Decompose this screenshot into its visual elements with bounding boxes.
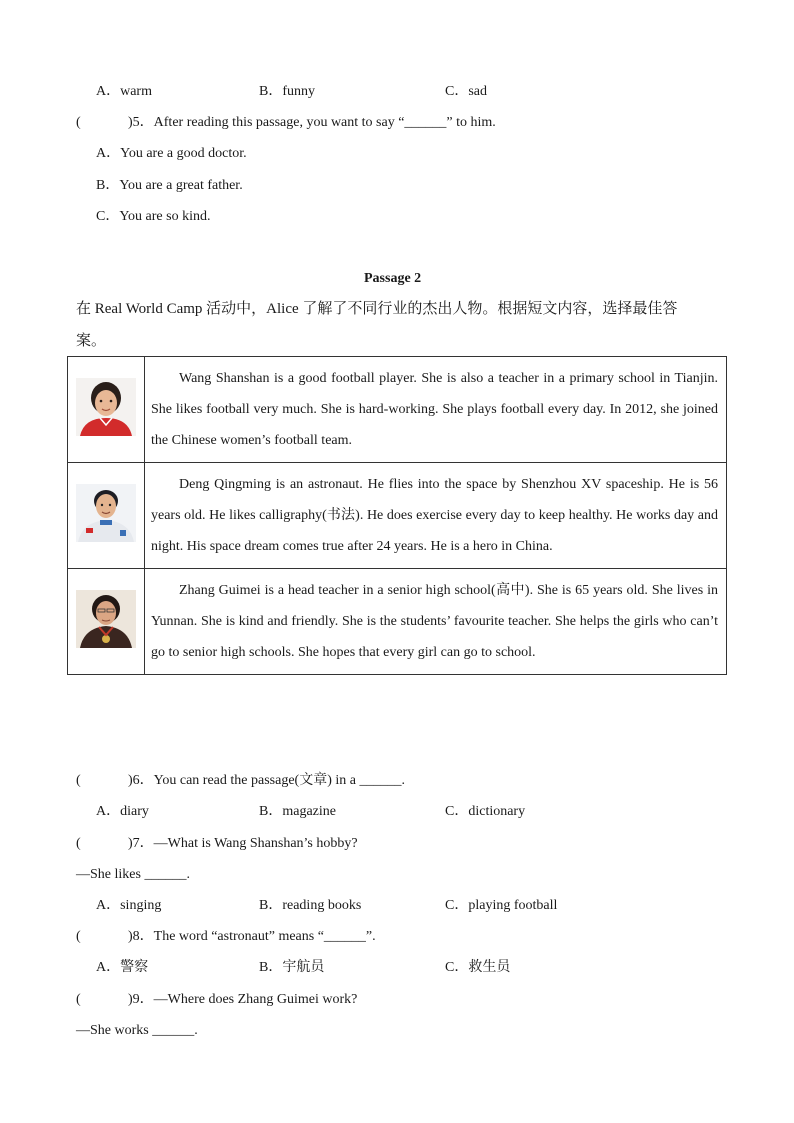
q8-option-b[interactable]: B．宇航员 xyxy=(259,960,325,975)
passage-intro-line2: 案。 xyxy=(76,333,107,349)
q6-stem: )6．You can read the passage(文章) in a ______. xyxy=(128,773,405,788)
q7-option-a[interactable]: A．singing xyxy=(96,898,162,913)
q5-option-a[interactable]: A．You are a good doctor. xyxy=(96,146,247,161)
q5-stem: )5．After reading this passage, you want to say “______” to him. xyxy=(128,115,496,130)
portrait-deng-qingming-icon xyxy=(76,484,136,542)
q7-answer-line: —She likes ______. xyxy=(76,867,190,882)
q6-answer-bracket[interactable]: ( xyxy=(76,773,81,788)
q4-option-c[interactable]: C．sad xyxy=(445,84,487,99)
card-text-cell xyxy=(145,569,727,675)
q7-option-c[interactable]: C．playing football xyxy=(445,898,558,913)
passage-table xyxy=(67,356,727,675)
q8-option-a[interactable]: A．警察 xyxy=(96,960,149,975)
photo-cell xyxy=(68,357,145,463)
q4-option-a[interactable]: A．warm xyxy=(96,84,152,99)
passage-intro-line1: 在 Real World Camp 活动中，Alice 了解了不同行业的杰出人物。根据短文内容，选择最佳答 xyxy=(76,301,678,317)
card-text-cell xyxy=(145,463,727,569)
q6-option-c[interactable]: C．dictionary xyxy=(445,804,526,819)
q8-answer-bracket[interactable]: ( xyxy=(76,929,81,944)
photo-cell xyxy=(68,463,145,569)
q7-option-b[interactable]: B．reading books xyxy=(259,898,362,913)
card-zhang-guimei-text: Zhang Guimei is a head teacher in a senior high school(高中). She is 65 years old. She lives in Yunnan. She is kind and friendly. She is the students’ favourite teacher. She helps the girls who can’t go to senior high schools. She hopes that every girl can go to school. xyxy=(151,583,718,660)
q9-answer-bracket[interactable]: ( xyxy=(76,992,81,1007)
q9-stem: )9．—Where does Zhang Guimei work? xyxy=(128,992,358,1007)
passage-title: Passage 2 xyxy=(364,271,422,286)
q8-option-c[interactable]: C．救生员 xyxy=(445,960,511,975)
q5-answer-bracket[interactable]: ( xyxy=(76,115,81,130)
q9-answer-line: —She works ______. xyxy=(76,1023,198,1038)
q6-option-a[interactable]: A．diary xyxy=(96,804,149,819)
card-row xyxy=(68,569,727,675)
card-wang-shanshan-text: Wang Shanshan is a good football player. She is also a teacher in a primary school in Tianjin. She likes football very much. She is hard-working. She plays football every day. In 2012, she joined the Chinese women’s football team. xyxy=(151,371,718,448)
q4-option-b[interactable]: B．funny xyxy=(259,84,315,99)
q7-stem: )7．—What is Wang Shanshan’s hobby? xyxy=(128,836,358,851)
q6-option-b[interactable]: B．magazine xyxy=(259,804,336,819)
q5-option-c[interactable]: C．You are so kind. xyxy=(96,209,211,224)
q8-stem: )8．The word “astronaut” means “______”. xyxy=(128,929,376,944)
card-text-cell xyxy=(145,357,727,463)
card-row xyxy=(68,357,727,463)
portrait-zhang-guimei-icon xyxy=(76,590,136,648)
card-row xyxy=(68,463,727,569)
card-deng-qingming-text: Deng Qingming is an astronaut. He flies into the space by Shenzhou XV spaceship. He is 56 years old. He likes calligraphy(书法). He does exercise every day to keep healthy. He works day and night. His space dream comes true after 24 years. He is a hero in China. xyxy=(151,477,718,554)
photo-cell xyxy=(68,569,145,675)
q5-option-b[interactable]: B．You are a great father. xyxy=(96,178,243,193)
q7-answer-bracket[interactable]: ( xyxy=(76,836,81,851)
portrait-wang-shanshan-icon xyxy=(76,378,136,436)
